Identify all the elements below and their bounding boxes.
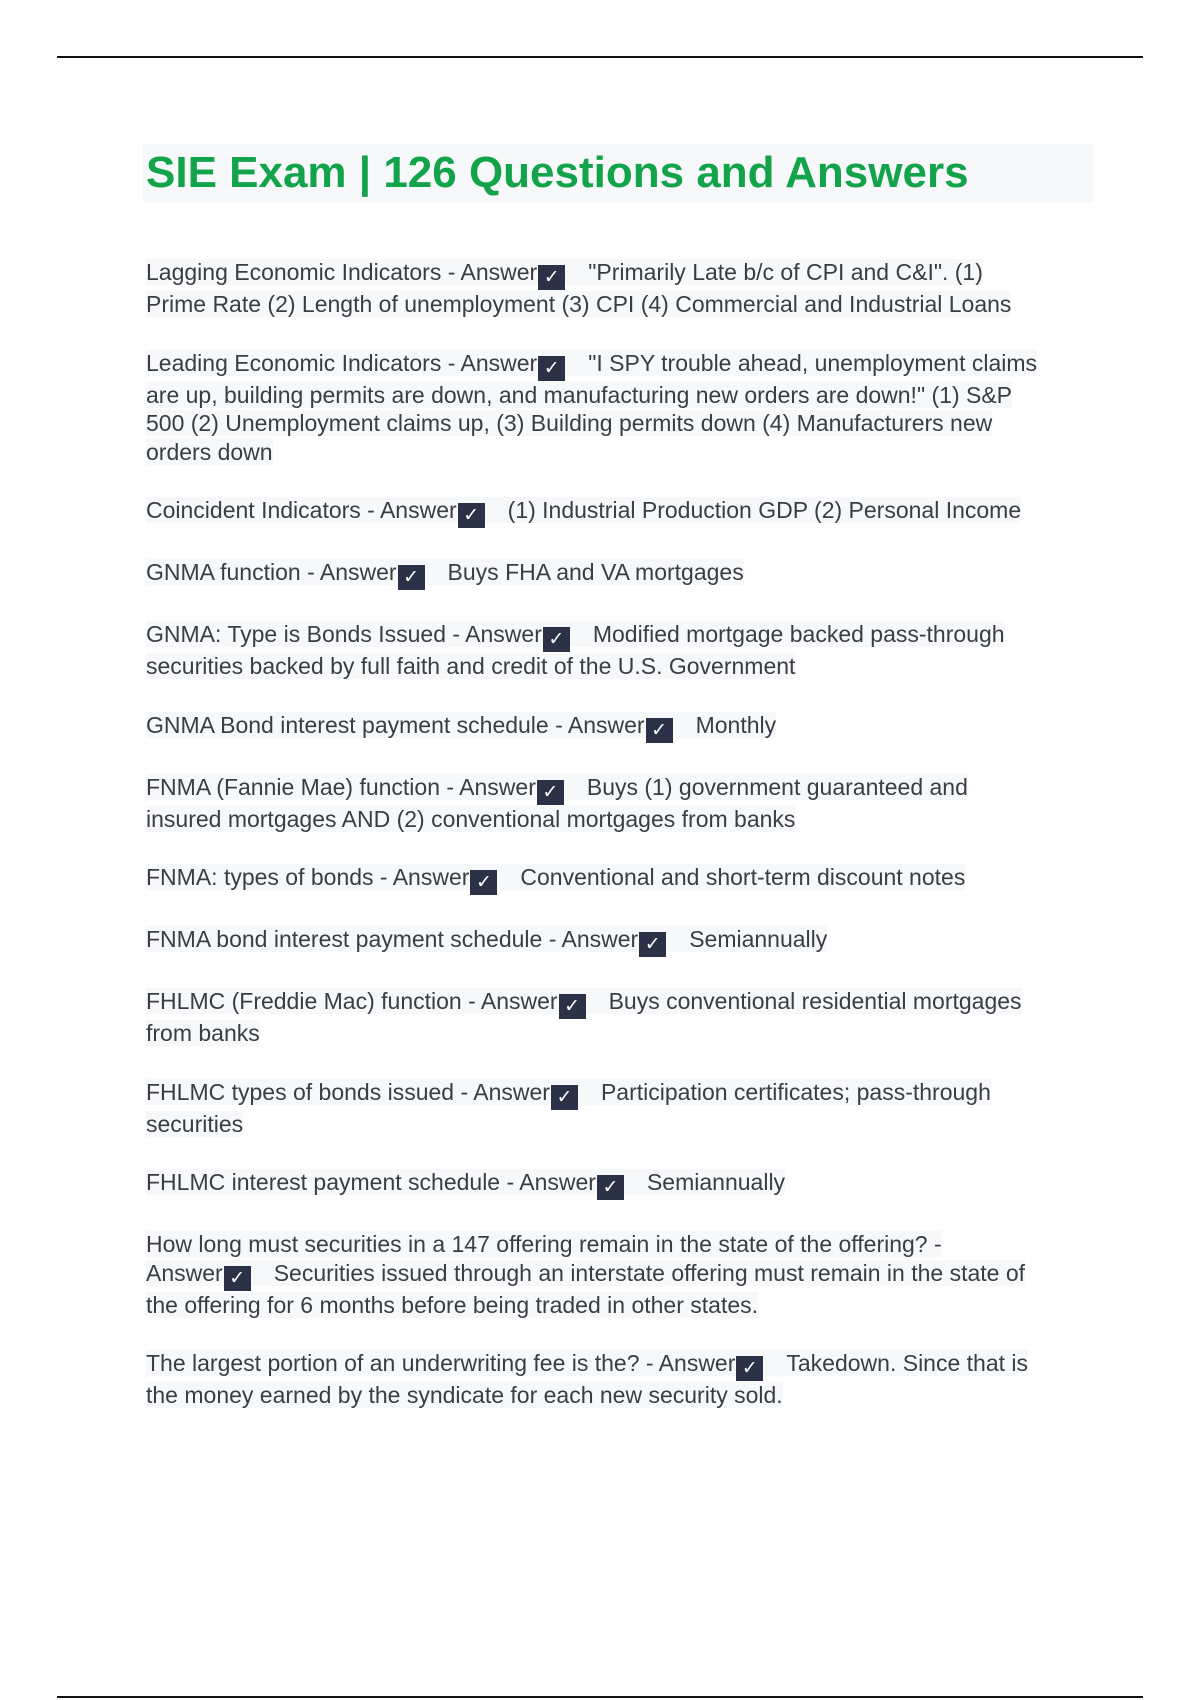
qa-list xyxy=(146,258,1091,1440)
question-text: The largest portion of an underwriting fee is the? - Answer xyxy=(146,1350,736,1376)
answer-text: Securities issued through an interstate offering must remain in the state of xyxy=(273,1259,1026,1286)
answer-text-line: insured mortgages AND (2) conventional mortgages from banks xyxy=(146,805,796,832)
qa-item xyxy=(146,1349,1091,1410)
qa-item xyxy=(146,773,1091,834)
question-text: FNMA: types of bonds - Answer xyxy=(146,864,470,890)
qa-item xyxy=(146,863,1091,895)
answer-text-line: are up, building permits are down, and manufacturing new orders are down!" (1) S&P xyxy=(146,381,1013,408)
question-text: FNMA (Fannie Mae) function - Answer xyxy=(146,773,536,800)
question-text: Lagging Economic Indicators - Answer xyxy=(146,259,538,285)
answer-text: Participation certificates; pass-through xyxy=(600,1078,991,1105)
qa-item xyxy=(146,711,1091,743)
answer-text: Buys (1) government guaranteed and xyxy=(586,773,968,800)
answer-text-line: Prime Rate (2) Length of unemployment (3) CPI (4) Commercial and Industrial Loans xyxy=(146,291,1012,317)
answer-text-line: orders down xyxy=(146,438,273,465)
title-banner xyxy=(143,144,1093,202)
answer-text: Monthly xyxy=(695,711,777,738)
bottom-rule xyxy=(57,1696,1143,1698)
qa-item xyxy=(146,558,1091,590)
document-title: SIE Exam | 126 Questions and Answers xyxy=(146,148,969,197)
answer-text: Semiannually xyxy=(646,1169,786,1195)
question-text: GNMA function - Answer xyxy=(146,559,397,585)
checkmark-box-icon: ✓ xyxy=(646,718,673,743)
question-text: Answer xyxy=(146,1259,223,1286)
question-text: FHLMC interest payment schedule - Answer xyxy=(146,1169,596,1195)
question-text: GNMA Bond interest payment schedule - Answer xyxy=(146,711,645,738)
answer-text-line: the offering for 6 months before being traded in other states. xyxy=(146,1291,759,1318)
qa-item xyxy=(146,925,1091,957)
qa-item xyxy=(146,1168,1091,1200)
answer-text: Buys conventional residential mortgages xyxy=(608,988,1022,1014)
question-text-line: How long must securities in a 147 offering remain in the state of the offering? - xyxy=(146,1231,942,1257)
qa-item xyxy=(146,987,1091,1048)
question-text: GNMA: Type is Bonds Issued - Answer xyxy=(146,621,542,647)
checkmark-box-icon: ✓ xyxy=(398,565,425,590)
checkmark-box-icon: ✓ xyxy=(639,932,666,957)
question-text: Leading Economic Indicators - Answer xyxy=(146,349,538,376)
checkmark-box-icon: ✓ xyxy=(543,627,570,652)
answer-text: "Primarily Late b/c of CPI and C&I". (1) xyxy=(588,259,983,285)
qa-item xyxy=(146,1230,1091,1319)
checkmark-box-icon: ✓ xyxy=(597,1175,624,1200)
question-text: FHLMC types of bonds issued - Answer xyxy=(146,1078,550,1105)
qa-item xyxy=(146,1078,1091,1139)
answer-text-line: from banks xyxy=(146,1020,260,1046)
checkmark-box-icon: ✓ xyxy=(458,503,485,528)
checkmark-box-icon: ✓ xyxy=(538,265,565,290)
answer-text: Buys FHA and VA mortgages xyxy=(447,559,744,585)
answer-text: "I SPY trouble ahead, unemployment claims xyxy=(588,349,1038,376)
qa-item xyxy=(146,258,1091,319)
checkmark-box-icon: ✓ xyxy=(551,1085,578,1110)
checkmark-box-icon: ✓ xyxy=(470,870,497,895)
answer-text-line: securities backed by full faith and credit of the U.S. Government xyxy=(146,653,796,679)
checkmark-box-icon: ✓ xyxy=(559,994,586,1019)
top-rule xyxy=(57,56,1143,58)
answer-text: Takedown. Since that is xyxy=(786,1350,1029,1376)
checkmark-box-icon: ✓ xyxy=(538,356,565,381)
question-text: FHLMC (Freddie Mac) function - Answer xyxy=(146,988,558,1014)
qa-item xyxy=(146,349,1091,467)
answer-text-line: securities xyxy=(146,1110,244,1137)
qa-item xyxy=(146,496,1091,528)
question-text: Coincident Indicators - Answer xyxy=(146,497,457,523)
answer-text-line: the money earned by the syndicate for each new security sold. xyxy=(146,1382,783,1408)
checkmark-box-icon: ✓ xyxy=(537,780,564,805)
checkmark-box-icon: ✓ xyxy=(224,1266,251,1291)
checkmark-box-icon: ✓ xyxy=(736,1356,763,1381)
answer-text: Conventional and short-term discount notes xyxy=(520,864,966,890)
answer-text: (1) Industrial Production GDP (2) Personal Income xyxy=(507,497,1022,523)
qa-item xyxy=(146,620,1091,681)
answer-text: Modified mortgage backed pass-through xyxy=(592,621,1005,647)
answer-text: Semiannually xyxy=(689,926,828,952)
question-text: FNMA bond interest payment schedule - Answer xyxy=(146,926,639,952)
answer-text-line: 500 (2) Unemployment claims up, (3) Building permits down (4) Manufacturers new xyxy=(146,410,993,436)
